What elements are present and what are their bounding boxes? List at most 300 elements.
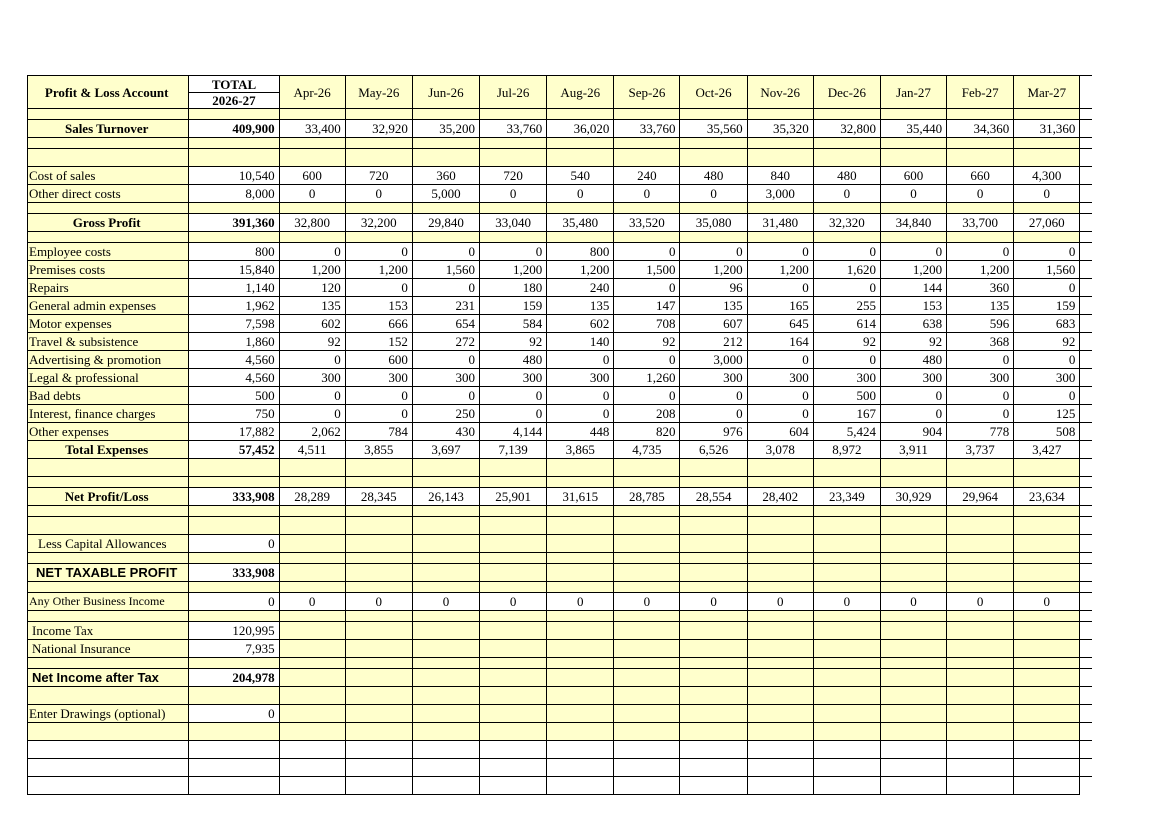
spacer-row-month-cell bbox=[614, 506, 680, 517]
blank-row-total bbox=[189, 459, 279, 477]
empty-row-month-cell bbox=[279, 759, 345, 777]
empty-row-month-cell bbox=[880, 777, 946, 795]
expense-row bbox=[28, 369, 1093, 387]
direct-cost-row-month-cell: 360 bbox=[412, 167, 479, 185]
other-income-row-month-cell[interactable]: 0 bbox=[680, 593, 747, 611]
expense-row-month-cell: 92 bbox=[813, 333, 880, 351]
capital-allowances-row-month-cell bbox=[614, 535, 680, 553]
expense-row-month-cell: 300 bbox=[412, 369, 479, 387]
spacer-row-month-cell bbox=[547, 138, 614, 149]
empty-row-month-cell bbox=[480, 777, 547, 795]
empty-row-total bbox=[189, 759, 279, 777]
drawings-row-month-cell bbox=[947, 705, 1014, 723]
gross-profit-row-month-cell: 33,520 bbox=[614, 214, 680, 232]
other-income-row-month-cell[interactable]: 0 bbox=[880, 593, 946, 611]
spacer-row-month-cell bbox=[1014, 658, 1080, 669]
income-tax-row-month-cell bbox=[412, 622, 479, 640]
expense-row-month-cell: 1,200 bbox=[747, 261, 813, 279]
sales-row-month-cell: 33,400 bbox=[279, 120, 345, 138]
blank-row-month-cell bbox=[480, 459, 547, 477]
spacer-row bbox=[28, 138, 1093, 149]
expense-row-month-cell: 159 bbox=[1014, 297, 1080, 315]
blank-row-month-cell bbox=[813, 723, 880, 741]
spacer-row-month-cell bbox=[547, 582, 614, 593]
blank-row-month-cell bbox=[947, 149, 1014, 167]
empty-row-month-cell bbox=[813, 759, 880, 777]
blank-row-month-cell bbox=[345, 723, 412, 741]
blank-row-label bbox=[28, 687, 189, 705]
spacer-row-month-cell bbox=[412, 203, 479, 214]
other-income-row-month-cell[interactable]: 0 bbox=[279, 593, 345, 611]
gross-profit-row-month-cell: 33,040 bbox=[480, 214, 547, 232]
expense-row-month-cell: 683 bbox=[1014, 315, 1080, 333]
edge-cell bbox=[1080, 477, 1092, 488]
month-header: Jun-26 bbox=[412, 76, 479, 109]
other-income-row bbox=[28, 593, 1093, 611]
other-income-row-month-cell[interactable]: 0 bbox=[480, 593, 547, 611]
direct-cost-row bbox=[28, 185, 1093, 203]
edge-cell bbox=[1080, 564, 1092, 582]
spacer-row-month-cell bbox=[680, 477, 747, 488]
other-income-row-month-cell[interactable]: 0 bbox=[614, 593, 680, 611]
expense-row-total: 7,598 bbox=[189, 315, 279, 333]
blank-row bbox=[28, 687, 1093, 705]
income-tax-row-month-cell bbox=[480, 622, 547, 640]
spacer-row-month-cell bbox=[680, 232, 747, 243]
spacer-row-month-cell bbox=[279, 203, 345, 214]
drawings-row-month-cell bbox=[1014, 705, 1080, 723]
spacer-row-month-cell bbox=[880, 203, 946, 214]
expense-row-month-cell: 300 bbox=[547, 369, 614, 387]
expense-row-month-cell: 272 bbox=[412, 333, 479, 351]
expense-row-total: 17,882 bbox=[189, 423, 279, 441]
spacer-row-month-cell bbox=[480, 658, 547, 669]
drawings-row-month-cell bbox=[880, 705, 946, 723]
spacer-row-month-cell bbox=[614, 553, 680, 564]
spacer-row-label bbox=[28, 477, 189, 488]
net-taxable-row-total: 333,908 bbox=[189, 564, 279, 582]
spacer-row-month-cell bbox=[345, 582, 412, 593]
blank-row bbox=[28, 149, 1093, 167]
expense-row-month-cell: 0 bbox=[480, 243, 547, 261]
blank-row-month-cell bbox=[279, 517, 345, 535]
spacer-row-month-cell bbox=[813, 203, 880, 214]
expense-row-month-cell: 300 bbox=[279, 369, 345, 387]
national-insurance-row-month-cell bbox=[412, 640, 479, 658]
edge-cell bbox=[1080, 109, 1092, 120]
other-income-row-month-cell[interactable]: 0 bbox=[412, 593, 479, 611]
spacer-row-label bbox=[28, 582, 189, 593]
empty-row-month-cell bbox=[680, 777, 747, 795]
expense-row-month-cell: 208 bbox=[614, 405, 680, 423]
spacer-row-month-cell bbox=[747, 109, 813, 120]
expense-row-month-cell: 0 bbox=[345, 243, 412, 261]
net-profit-row-month-cell: 30,929 bbox=[880, 488, 946, 506]
empty-row-month-cell bbox=[880, 759, 946, 777]
blank-row-month-cell bbox=[412, 149, 479, 167]
expense-row-month-cell: 0 bbox=[412, 243, 479, 261]
month-header: Oct-26 bbox=[680, 76, 747, 109]
drawings-row-month-cell bbox=[345, 705, 412, 723]
spacer-row-month-cell bbox=[614, 477, 680, 488]
header-row bbox=[28, 76, 1093, 109]
national-insurance-row-month-cell bbox=[747, 640, 813, 658]
net-taxable-row-month-cell bbox=[547, 564, 614, 582]
spacer-row-month-cell bbox=[1014, 477, 1080, 488]
expense-row-total: 1,860 bbox=[189, 333, 279, 351]
expense-row-month-cell: 0 bbox=[747, 405, 813, 423]
expense-row-month-cell: 0 bbox=[412, 351, 479, 369]
spacer-row-month-cell bbox=[279, 611, 345, 622]
expense-row-month-cell: 300 bbox=[345, 369, 412, 387]
spacer-row-month-cell bbox=[279, 658, 345, 669]
expense-row-label: Legal & professional bbox=[28, 369, 189, 387]
spacer-row-month-cell bbox=[412, 138, 479, 149]
net-income-row-total: 204,978 bbox=[189, 669, 279, 687]
edge-cell bbox=[1080, 488, 1092, 506]
expense-row-month-cell: 135 bbox=[947, 297, 1014, 315]
spacer-row-month-cell bbox=[813, 553, 880, 564]
net-income-row-month-cell bbox=[547, 669, 614, 687]
spacer-row-month-cell bbox=[880, 138, 946, 149]
expense-row-month-cell: 1,200 bbox=[480, 261, 547, 279]
drawings-row-month-cell bbox=[614, 705, 680, 723]
spacer-row-month-cell bbox=[547, 506, 614, 517]
edge-cell bbox=[1080, 582, 1092, 593]
expense-row-month-cell: 167 bbox=[813, 405, 880, 423]
expense-row-month-cell: 0 bbox=[880, 243, 946, 261]
total-header bbox=[189, 76, 279, 109]
expense-row-month-cell: 430 bbox=[412, 423, 479, 441]
spacer-row-month-cell bbox=[813, 109, 880, 120]
expense-row-month-cell: 0 bbox=[947, 243, 1014, 261]
total-expenses-row-month-cell: 3,865 bbox=[547, 441, 614, 459]
spacer-row-month-cell bbox=[614, 109, 680, 120]
net-profit-row-month-cell: 28,345 bbox=[345, 488, 412, 506]
expense-row-month-cell: 508 bbox=[1014, 423, 1080, 441]
expense-row bbox=[28, 423, 1093, 441]
expense-row-month-cell: 600 bbox=[345, 351, 412, 369]
capital-allowances-row-month-cell bbox=[480, 535, 547, 553]
national-insurance-row-month-cell bbox=[880, 640, 946, 658]
drawings-row-total[interactable]: 0 bbox=[189, 705, 279, 723]
empty-row-month-cell bbox=[680, 741, 747, 759]
spacer-row-month-cell bbox=[480, 553, 547, 564]
gross-profit-row-month-cell: 34,840 bbox=[880, 214, 946, 232]
drawings-row-month-cell bbox=[813, 705, 880, 723]
other-income-row-month-cell[interactable]: 0 bbox=[947, 593, 1014, 611]
edge-cell bbox=[1080, 535, 1092, 553]
spacer-row-month-cell bbox=[947, 553, 1014, 564]
expense-row-month-cell: 0 bbox=[947, 405, 1014, 423]
empty-row bbox=[28, 777, 1093, 795]
spacer-row-month-cell bbox=[279, 232, 345, 243]
spacer-row-month-cell bbox=[412, 553, 479, 564]
expense-row-month-cell: 820 bbox=[614, 423, 680, 441]
national-insurance-row-month-cell bbox=[947, 640, 1014, 658]
spacer-row-month-cell bbox=[345, 611, 412, 622]
gross-profit-row-month-cell: 31,480 bbox=[747, 214, 813, 232]
empty-row-month-cell bbox=[680, 759, 747, 777]
capital-allowances-row-total[interactable]: 0 bbox=[189, 535, 279, 553]
expense-row-month-cell: 800 bbox=[547, 243, 614, 261]
net-taxable-row-month-cell bbox=[1014, 564, 1080, 582]
empty-row-month-cell bbox=[279, 741, 345, 759]
blank-row-month-cell bbox=[279, 723, 345, 741]
blank-row-month-cell bbox=[813, 459, 880, 477]
blank-row-month-cell bbox=[480, 723, 547, 741]
spacer-row-total bbox=[189, 658, 279, 669]
net-taxable-row-label: NET TAXABLE PROFIT bbox=[28, 564, 189, 582]
empty-row-month-cell bbox=[412, 741, 479, 759]
expense-row-month-cell: 602 bbox=[279, 315, 345, 333]
expense-row-month-cell: 0 bbox=[614, 351, 680, 369]
blank-row-month-cell bbox=[614, 459, 680, 477]
capital-allowances-row-month-cell bbox=[813, 535, 880, 553]
other-income-row-month-cell[interactable]: 0 bbox=[547, 593, 614, 611]
expense-row-month-cell: 300 bbox=[880, 369, 946, 387]
spacer-row-month-cell bbox=[345, 477, 412, 488]
empty-row-month-cell bbox=[813, 777, 880, 795]
expense-row-month-cell: 0 bbox=[345, 387, 412, 405]
spacer-row-label bbox=[28, 553, 189, 564]
edge-cell bbox=[1080, 351, 1092, 369]
net-taxable-row-month-cell bbox=[279, 564, 345, 582]
gross-profit-row bbox=[28, 214, 1093, 232]
spacer-row-month-cell bbox=[813, 658, 880, 669]
spacer-row-month-cell bbox=[614, 138, 680, 149]
expense-row-month-cell: 153 bbox=[345, 297, 412, 315]
month-header: Dec-26 bbox=[813, 76, 880, 109]
expense-row-month-cell: 125 bbox=[1014, 405, 1080, 423]
empty-row-month-cell bbox=[345, 741, 412, 759]
direct-cost-row bbox=[28, 167, 1093, 185]
expense-row-label: Premises costs bbox=[28, 261, 189, 279]
spacer-row-month-cell bbox=[747, 611, 813, 622]
empty-row-month-cell bbox=[480, 759, 547, 777]
expense-row-month-cell: 135 bbox=[680, 297, 747, 315]
spacer-row bbox=[28, 477, 1093, 488]
expense-row-month-cell: 231 bbox=[412, 297, 479, 315]
spacer-row-label bbox=[28, 232, 189, 243]
edge-cell bbox=[1080, 658, 1092, 669]
edge-cell bbox=[1080, 76, 1092, 109]
expense-row-month-cell: 602 bbox=[547, 315, 614, 333]
expense-row-month-cell: 0 bbox=[1014, 243, 1080, 261]
spacer-row-month-cell bbox=[680, 582, 747, 593]
expense-row-month-cell: 1,560 bbox=[412, 261, 479, 279]
drawings-row-label: Enter Drawings (optional) bbox=[28, 705, 189, 723]
sales-row bbox=[28, 120, 1093, 138]
blank-row-month-cell bbox=[947, 687, 1014, 705]
spacer-row bbox=[28, 553, 1093, 564]
empty-row-month-cell bbox=[747, 777, 813, 795]
direct-cost-row-label: Cost of sales bbox=[28, 167, 189, 185]
capital-allowances-row-label: Less Capital Allowances bbox=[28, 535, 189, 553]
blank-row bbox=[28, 517, 1093, 535]
expense-row-total: 500 bbox=[189, 387, 279, 405]
empty-row-month-cell bbox=[880, 741, 946, 759]
spacer-row-month-cell bbox=[345, 109, 412, 120]
expense-row-month-cell: 164 bbox=[747, 333, 813, 351]
month-header: Sep-26 bbox=[614, 76, 680, 109]
blank-row-month-cell bbox=[279, 687, 345, 705]
blank-row bbox=[28, 723, 1093, 741]
net-taxable-row-month-cell bbox=[880, 564, 946, 582]
edge-cell bbox=[1080, 261, 1092, 279]
edge-cell bbox=[1080, 138, 1092, 149]
gross-profit-row-label: Gross Profit bbox=[28, 214, 189, 232]
expense-row-month-cell: 708 bbox=[614, 315, 680, 333]
spacer-row-month-cell bbox=[880, 611, 946, 622]
expense-row-month-cell: 96 bbox=[680, 279, 747, 297]
spacer-row-month-cell bbox=[880, 553, 946, 564]
spacer-row-month-cell bbox=[480, 506, 547, 517]
blank-row-month-cell bbox=[1014, 687, 1080, 705]
expense-row-month-cell: 1,200 bbox=[279, 261, 345, 279]
blank-row-month-cell bbox=[412, 459, 479, 477]
blank-row-label bbox=[28, 459, 189, 477]
expense-row-month-cell: 0 bbox=[279, 351, 345, 369]
expense-row-month-cell: 666 bbox=[345, 315, 412, 333]
expense-row-month-cell: 180 bbox=[480, 279, 547, 297]
national-insurance-row-month-cell bbox=[345, 640, 412, 658]
expense-row-month-cell: 0 bbox=[947, 387, 1014, 405]
blank-row-month-cell bbox=[1014, 723, 1080, 741]
month-header: Jul-26 bbox=[480, 76, 547, 109]
edge-cell bbox=[1080, 232, 1092, 243]
expense-row-month-cell: 0 bbox=[680, 405, 747, 423]
blank-row-month-cell bbox=[880, 517, 946, 535]
income-tax-row-month-cell bbox=[880, 622, 946, 640]
national-insurance-row-label: National Insurance bbox=[28, 640, 189, 658]
empty-row-month-cell bbox=[614, 777, 680, 795]
sales-row-month-cell: 31,360 bbox=[1014, 120, 1080, 138]
gross-profit-row-month-cell: 27,060 bbox=[1014, 214, 1080, 232]
net-taxable-row-month-cell bbox=[614, 564, 680, 582]
spacer-row-month-cell bbox=[880, 477, 946, 488]
net-profit-row-month-cell: 28,785 bbox=[614, 488, 680, 506]
edge-cell bbox=[1080, 759, 1092, 777]
empty-row-label bbox=[28, 759, 189, 777]
other-income-row-month-cell[interactable]: 0 bbox=[813, 593, 880, 611]
net-taxable-row bbox=[28, 564, 1093, 582]
expense-row-month-cell: 0 bbox=[279, 405, 345, 423]
expense-row-total: 15,840 bbox=[189, 261, 279, 279]
expense-row-month-cell: 1,260 bbox=[614, 369, 680, 387]
other-income-row-total[interactable]: 0 bbox=[189, 593, 279, 611]
spacer-row-month-cell bbox=[279, 477, 345, 488]
edge-cell bbox=[1080, 387, 1092, 405]
blank-row-total bbox=[189, 687, 279, 705]
empty-row-month-cell bbox=[747, 741, 813, 759]
expense-row-month-cell: 645 bbox=[747, 315, 813, 333]
empty-row-month-cell bbox=[947, 777, 1014, 795]
spacer-row-month-cell bbox=[947, 658, 1014, 669]
direct-cost-row-month-cell: 480 bbox=[680, 167, 747, 185]
spacer-row-month-cell bbox=[1014, 582, 1080, 593]
direct-cost-row-month-cell: 0 bbox=[680, 185, 747, 203]
sales-row-month-cell: 35,320 bbox=[747, 120, 813, 138]
spacer-row-month-cell bbox=[747, 506, 813, 517]
empty-row-month-cell bbox=[345, 759, 412, 777]
other-income-row-month-cell[interactable]: 0 bbox=[747, 593, 813, 611]
month-header: Aug-26 bbox=[547, 76, 614, 109]
spacer-row-month-cell bbox=[880, 109, 946, 120]
expense-row-month-cell: 1,200 bbox=[680, 261, 747, 279]
capital-allowances-row-month-cell bbox=[680, 535, 747, 553]
edge-cell bbox=[1080, 423, 1092, 441]
expense-row-month-cell: 480 bbox=[480, 351, 547, 369]
spacer-row-month-cell bbox=[680, 203, 747, 214]
empty-row-month-cell bbox=[1014, 759, 1080, 777]
expense-row bbox=[28, 405, 1093, 423]
expense-row-month-cell: 159 bbox=[480, 297, 547, 315]
net-profit-row-month-cell: 28,554 bbox=[680, 488, 747, 506]
drawings-row-month-cell bbox=[279, 705, 345, 723]
income-tax-row-label: Income Tax bbox=[28, 622, 189, 640]
direct-cost-row-month-cell: 600 bbox=[880, 167, 946, 185]
empty-row-label bbox=[28, 741, 189, 759]
total-expenses-row bbox=[28, 441, 1093, 459]
net-profit-row-month-cell: 23,634 bbox=[1014, 488, 1080, 506]
national-insurance-row-month-cell bbox=[680, 640, 747, 658]
blank-row-month-cell bbox=[813, 687, 880, 705]
direct-cost-row-month-cell: 840 bbox=[747, 167, 813, 185]
direct-cost-row-month-cell: 720 bbox=[345, 167, 412, 185]
spacer-row-month-cell bbox=[947, 506, 1014, 517]
total-expenses-row-month-cell: 3,855 bbox=[345, 441, 412, 459]
blank-row-month-cell bbox=[1014, 149, 1080, 167]
spacer-row-month-cell bbox=[547, 658, 614, 669]
income-tax-row-month-cell bbox=[947, 622, 1014, 640]
total-expenses-row-label: Total Expenses bbox=[28, 441, 189, 459]
drawings-row-month-cell bbox=[480, 705, 547, 723]
edge-cell bbox=[1080, 723, 1092, 741]
other-income-row-month-cell[interactable]: 0 bbox=[1014, 593, 1080, 611]
total-expenses-row-month-cell: 4,511 bbox=[279, 441, 345, 459]
expense-row-month-cell: 0 bbox=[614, 279, 680, 297]
expense-row-month-cell: 368 bbox=[947, 333, 1014, 351]
expense-row-month-cell: 500 bbox=[813, 387, 880, 405]
empty-row-month-cell bbox=[279, 777, 345, 795]
income-tax-row-total: 120,995 bbox=[189, 622, 279, 640]
expense-row-month-cell: 0 bbox=[813, 279, 880, 297]
expense-row-month-cell: 135 bbox=[547, 297, 614, 315]
spacer-row-month-cell bbox=[412, 611, 479, 622]
month-header: Jan-27 bbox=[880, 76, 946, 109]
other-income-row-month-cell[interactable]: 0 bbox=[345, 593, 412, 611]
expense-row-total: 4,560 bbox=[189, 351, 279, 369]
sales-row-month-cell: 32,920 bbox=[345, 120, 412, 138]
empty-row-month-cell bbox=[412, 777, 479, 795]
expense-row-month-cell: 0 bbox=[614, 387, 680, 405]
expense-row-month-cell: 0 bbox=[547, 351, 614, 369]
direct-cost-row-month-cell: 4,300 bbox=[1014, 167, 1080, 185]
gross-profit-row-month-cell: 35,080 bbox=[680, 214, 747, 232]
spacer-row-month-cell bbox=[880, 506, 946, 517]
spacer-row-month-cell bbox=[880, 232, 946, 243]
income-tax-row-month-cell bbox=[547, 622, 614, 640]
spacer-row-month-cell bbox=[1014, 553, 1080, 564]
empty-row-month-cell bbox=[412, 759, 479, 777]
expense-row-month-cell: 0 bbox=[680, 243, 747, 261]
spacer-row bbox=[28, 109, 1093, 120]
expense-row-month-cell: 300 bbox=[813, 369, 880, 387]
direct-cost-row-month-cell: 0 bbox=[279, 185, 345, 203]
spacer-row-month-cell bbox=[1014, 203, 1080, 214]
direct-cost-row-month-cell: 480 bbox=[813, 167, 880, 185]
